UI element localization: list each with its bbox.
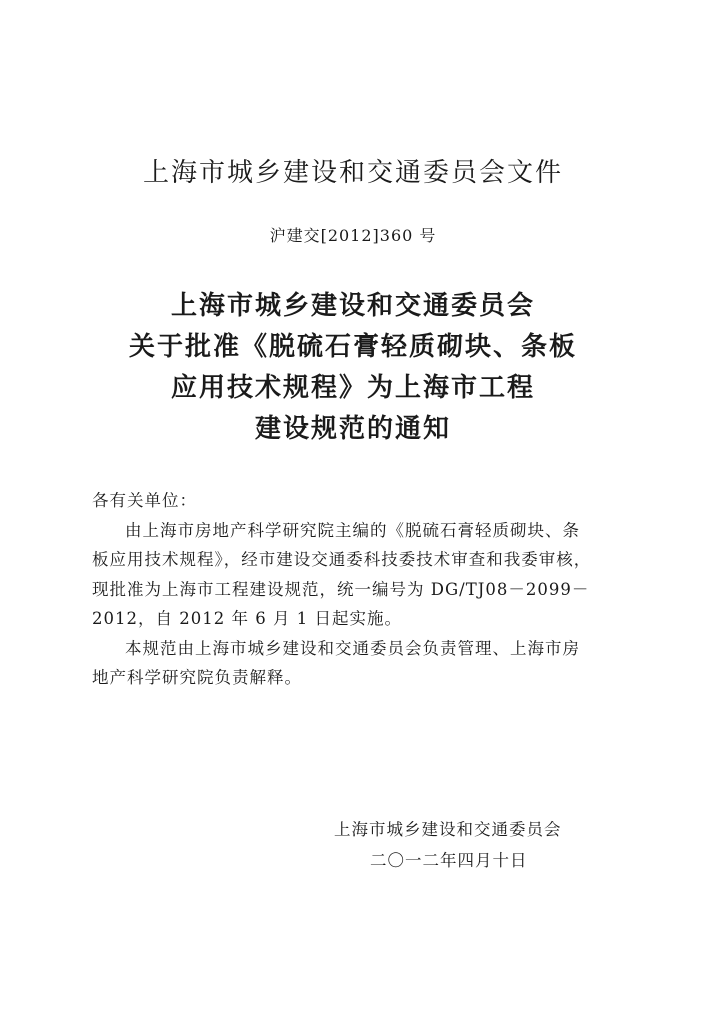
body-line: 本规范由上海市城乡建设和交通委员会负责管理、上海市房 bbox=[125, 638, 580, 658]
salutation: 各有关单位： bbox=[92, 491, 197, 510]
title-line: 关于批准《脱硫石膏轻质砌块、条板 bbox=[128, 332, 577, 362]
issuer-header: 上海市城乡建设和交通委员会文件 bbox=[142, 158, 563, 188]
body-line: 地产科学研究院负责解释。 bbox=[92, 668, 302, 687]
title-line: 上海市城乡建设和交通委员会 bbox=[170, 291, 535, 321]
title-line: 建设规范的通知 bbox=[254, 414, 451, 444]
body-line: 2012，自 2012 年 6 月 1 日起实施。 bbox=[92, 609, 402, 628]
title-line: 应用技术规程》为上海市工程 bbox=[170, 373, 535, 403]
body-line: 由上海市房地产科学研究院主编的《脱硫石膏轻质砌块、条 bbox=[125, 520, 580, 540]
body-line: 板应用技术规程》，经市建设交通委科技委技术审查和我委审核， bbox=[92, 550, 592, 569]
document-title bbox=[0, 286, 706, 450]
document-body bbox=[92, 486, 620, 693]
signer: 上海市城乡建设和交通委员会 bbox=[334, 820, 562, 839]
body-line: 现批准为上海市工程建设规范，统一编号为 DG/TJ08－2099－ bbox=[92, 579, 590, 599]
document-number: 沪建交[2012]360 号 bbox=[269, 226, 437, 245]
issue-date: 二〇一二年四月十日 bbox=[370, 851, 528, 870]
